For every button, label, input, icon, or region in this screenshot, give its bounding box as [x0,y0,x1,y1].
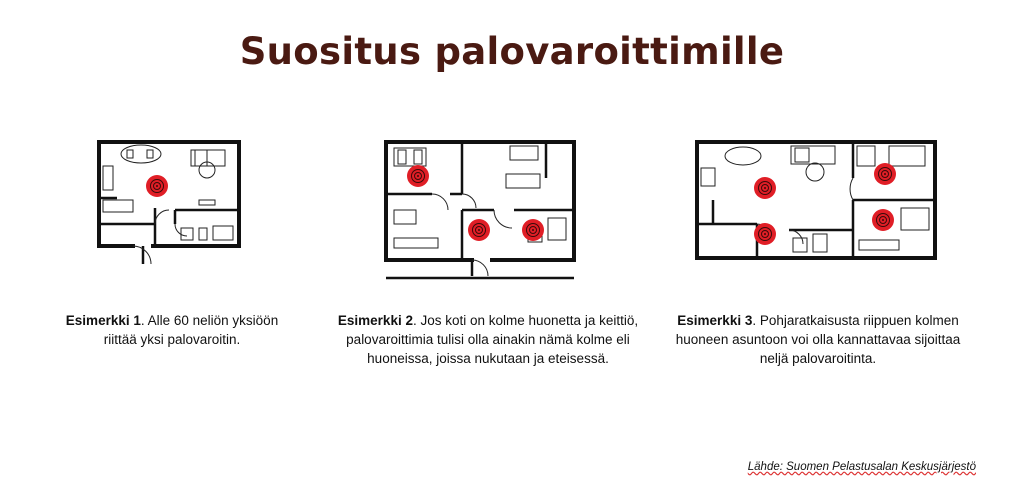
example-3-heading: Esimerkki 3 [677,313,753,328]
plan-1-walls [99,142,239,264]
floor-plan-1 [95,138,245,270]
smoke-alarm [407,165,429,187]
smoke-alarm [468,219,490,241]
example-2-caption [322,311,654,368]
smoke-alarm [522,219,544,241]
example-3-text: . Pohjaratkaisusta riippuen kolmen huoneen asuntoon voi olla kannattavaa sijoittaa neljä palovaroitinta. [675,313,961,366]
example-1-heading: Esimerkki 1 [65,313,141,328]
page-title: Suositus palovaroittimille [239,30,785,73]
smoke-alarm [754,223,776,245]
example-3-caption [668,311,968,368]
floor-plan-2 [382,138,582,280]
floor-plan-3 [693,138,943,264]
example-2-text: . Jos koti on kolme huonetta ja keittiö, palovaroittimia tulisi olla ainakin nämä kolme eli huoneissa, joissa nukutaan ja eteisessä. [346,313,639,366]
smoke-alarm [872,209,894,231]
smoke-alarm [754,177,776,199]
source-credit: Lähde: Suomen Pelastusalan Keskusjärjestö [747,461,976,473]
smoke-alarm [146,175,168,197]
example-2-heading: Esimerkki 2 [337,313,413,328]
example-1-caption [56,311,288,349]
example-1-text: . Alle 60 neliön yksiöön riittää yksi palovaroitin. [103,313,279,347]
smoke-alarm [874,163,896,185]
